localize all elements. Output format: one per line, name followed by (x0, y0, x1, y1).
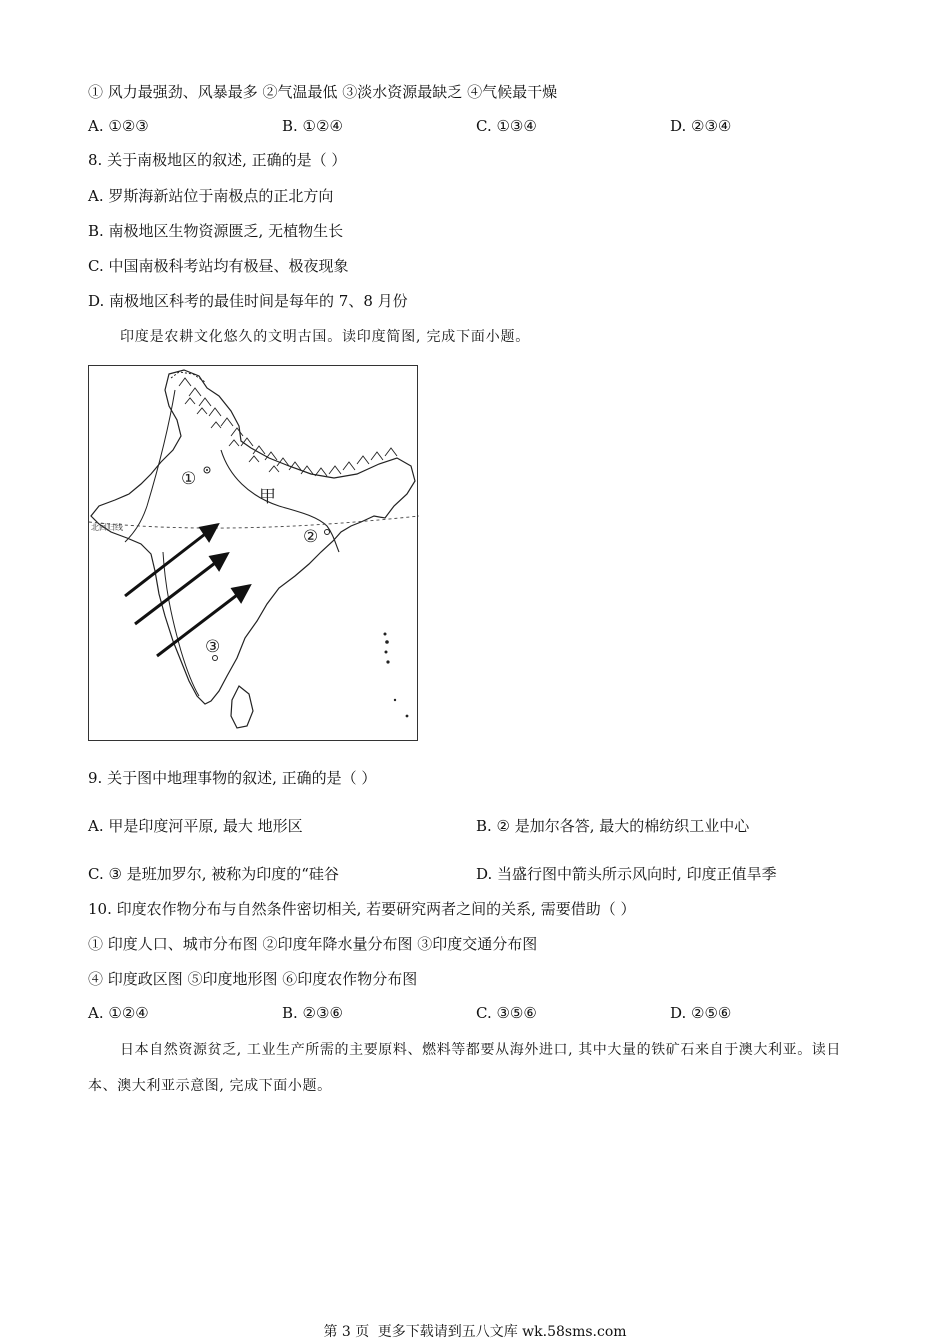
q8-option-d[interactable]: D. 南极地区科考的最佳时间是每年的 7、8 月份 (88, 292, 408, 310)
arrow-head (201, 525, 217, 540)
japan-intro: 日本自然资源贫乏, 工业生产所需的主要原料、燃料等都要从海外进口, 其中大量的铁矿石来自于澳大利亚。读日本、澳大利亚示意图, 完成下面小题。 (88, 1042, 841, 1094)
q7-statements: ① 风力最强劲、风暴最多 ②气温最低 ③淡水资源最缺乏 ④气候最干燥 (88, 83, 558, 101)
city-dot-1 (206, 469, 208, 471)
q9-option-b[interactable]: B. ② 是加尔各答, 最大的棉纺织工业中心 (476, 817, 750, 835)
q8-option-b[interactable]: B. 南极地区生物资源匮乏, 无植物生长 (88, 222, 344, 240)
andaman-islands (384, 633, 409, 718)
q8-option-c[interactable]: C. 中国南极科考站均有极昼、极夜现象 (88, 257, 349, 275)
q8-option-a[interactable]: A. 罗斯海新站位于南极点的正北方向 (88, 187, 334, 205)
arrow-head (233, 586, 249, 601)
city-marker-2 (325, 530, 330, 535)
q9-stem: 9. 关于图中地理事物的叙述, 正确的是（ ） (88, 769, 377, 787)
q10-statements-line1: ① 印度人口、城市分布图 ②印度年降水量分布图 ③印度交通分布图 (88, 935, 538, 953)
q10-stem: 10. 印度农作物分布与自然条件密切相关, 若要研究两者之间的关系, 需要借助（ ） (88, 900, 636, 918)
arrow-head (211, 554, 227, 569)
ganges-river (221, 450, 339, 552)
q7-option-c[interactable]: C. ①③④ (476, 117, 537, 135)
western-ghats-line (163, 552, 199, 696)
india-outline (91, 370, 415, 704)
page-footer (0, 1323, 950, 1341)
download-note[interactable]: 更多下载请到五八文库 wk.58sms.com (377, 1324, 627, 1340)
q10-option-c[interactable]: C. ③⑤⑥ (476, 1004, 537, 1022)
tropic-label: 北回归线 (91, 523, 123, 532)
monsoon-arrow (135, 560, 219, 624)
monsoon-arrows (125, 525, 249, 656)
india-intro: 印度是农耕文化悠久的文明古国。读印度简图, 完成下面小题。 (120, 329, 531, 345)
map-label-2: ② (303, 527, 319, 547)
indus-river (125, 390, 175, 542)
q10-statements-line2: ④ 印度政区图 ⑤印度地形图 ⑥印度农作物分布图 (88, 970, 418, 988)
india-map (88, 365, 418, 741)
q10-option-a[interactable]: A. ①②④ (88, 1004, 149, 1022)
q7-option-b[interactable]: B. ①②④ (282, 117, 343, 135)
q9-option-a[interactable]: A. 甲是印度河平原, 最大 地形区 (88, 817, 303, 835)
q10-option-d[interactable]: D. ②⑤⑥ (670, 1004, 732, 1022)
map-label-1: ① (181, 469, 197, 489)
sri-lanka-outline (231, 686, 253, 728)
q8-stem: 8. 关于南极地区的叙述, 正确的是（ ） (88, 151, 347, 169)
himalaya-mountains (179, 378, 397, 476)
page-number: 第 3 页 (323, 1324, 370, 1340)
q7-option-d[interactable]: D. ②③④ (670, 117, 732, 135)
q9-option-c[interactable]: C. ③ 是班加罗尔, 被称为印度的“硅谷 (88, 865, 339, 883)
map-label-jia: 甲 (259, 487, 276, 507)
india-map-drawing (89, 366, 419, 742)
q7-option-a[interactable]: A. ①②③ (88, 117, 149, 135)
q9-option-d[interactable]: D. 当盛行图中箭头所示风向时, 印度正值旱季 (476, 865, 777, 883)
q10-option-b[interactable]: B. ②③⑥ (282, 1004, 343, 1022)
map-label-3: ③ (205, 637, 221, 657)
